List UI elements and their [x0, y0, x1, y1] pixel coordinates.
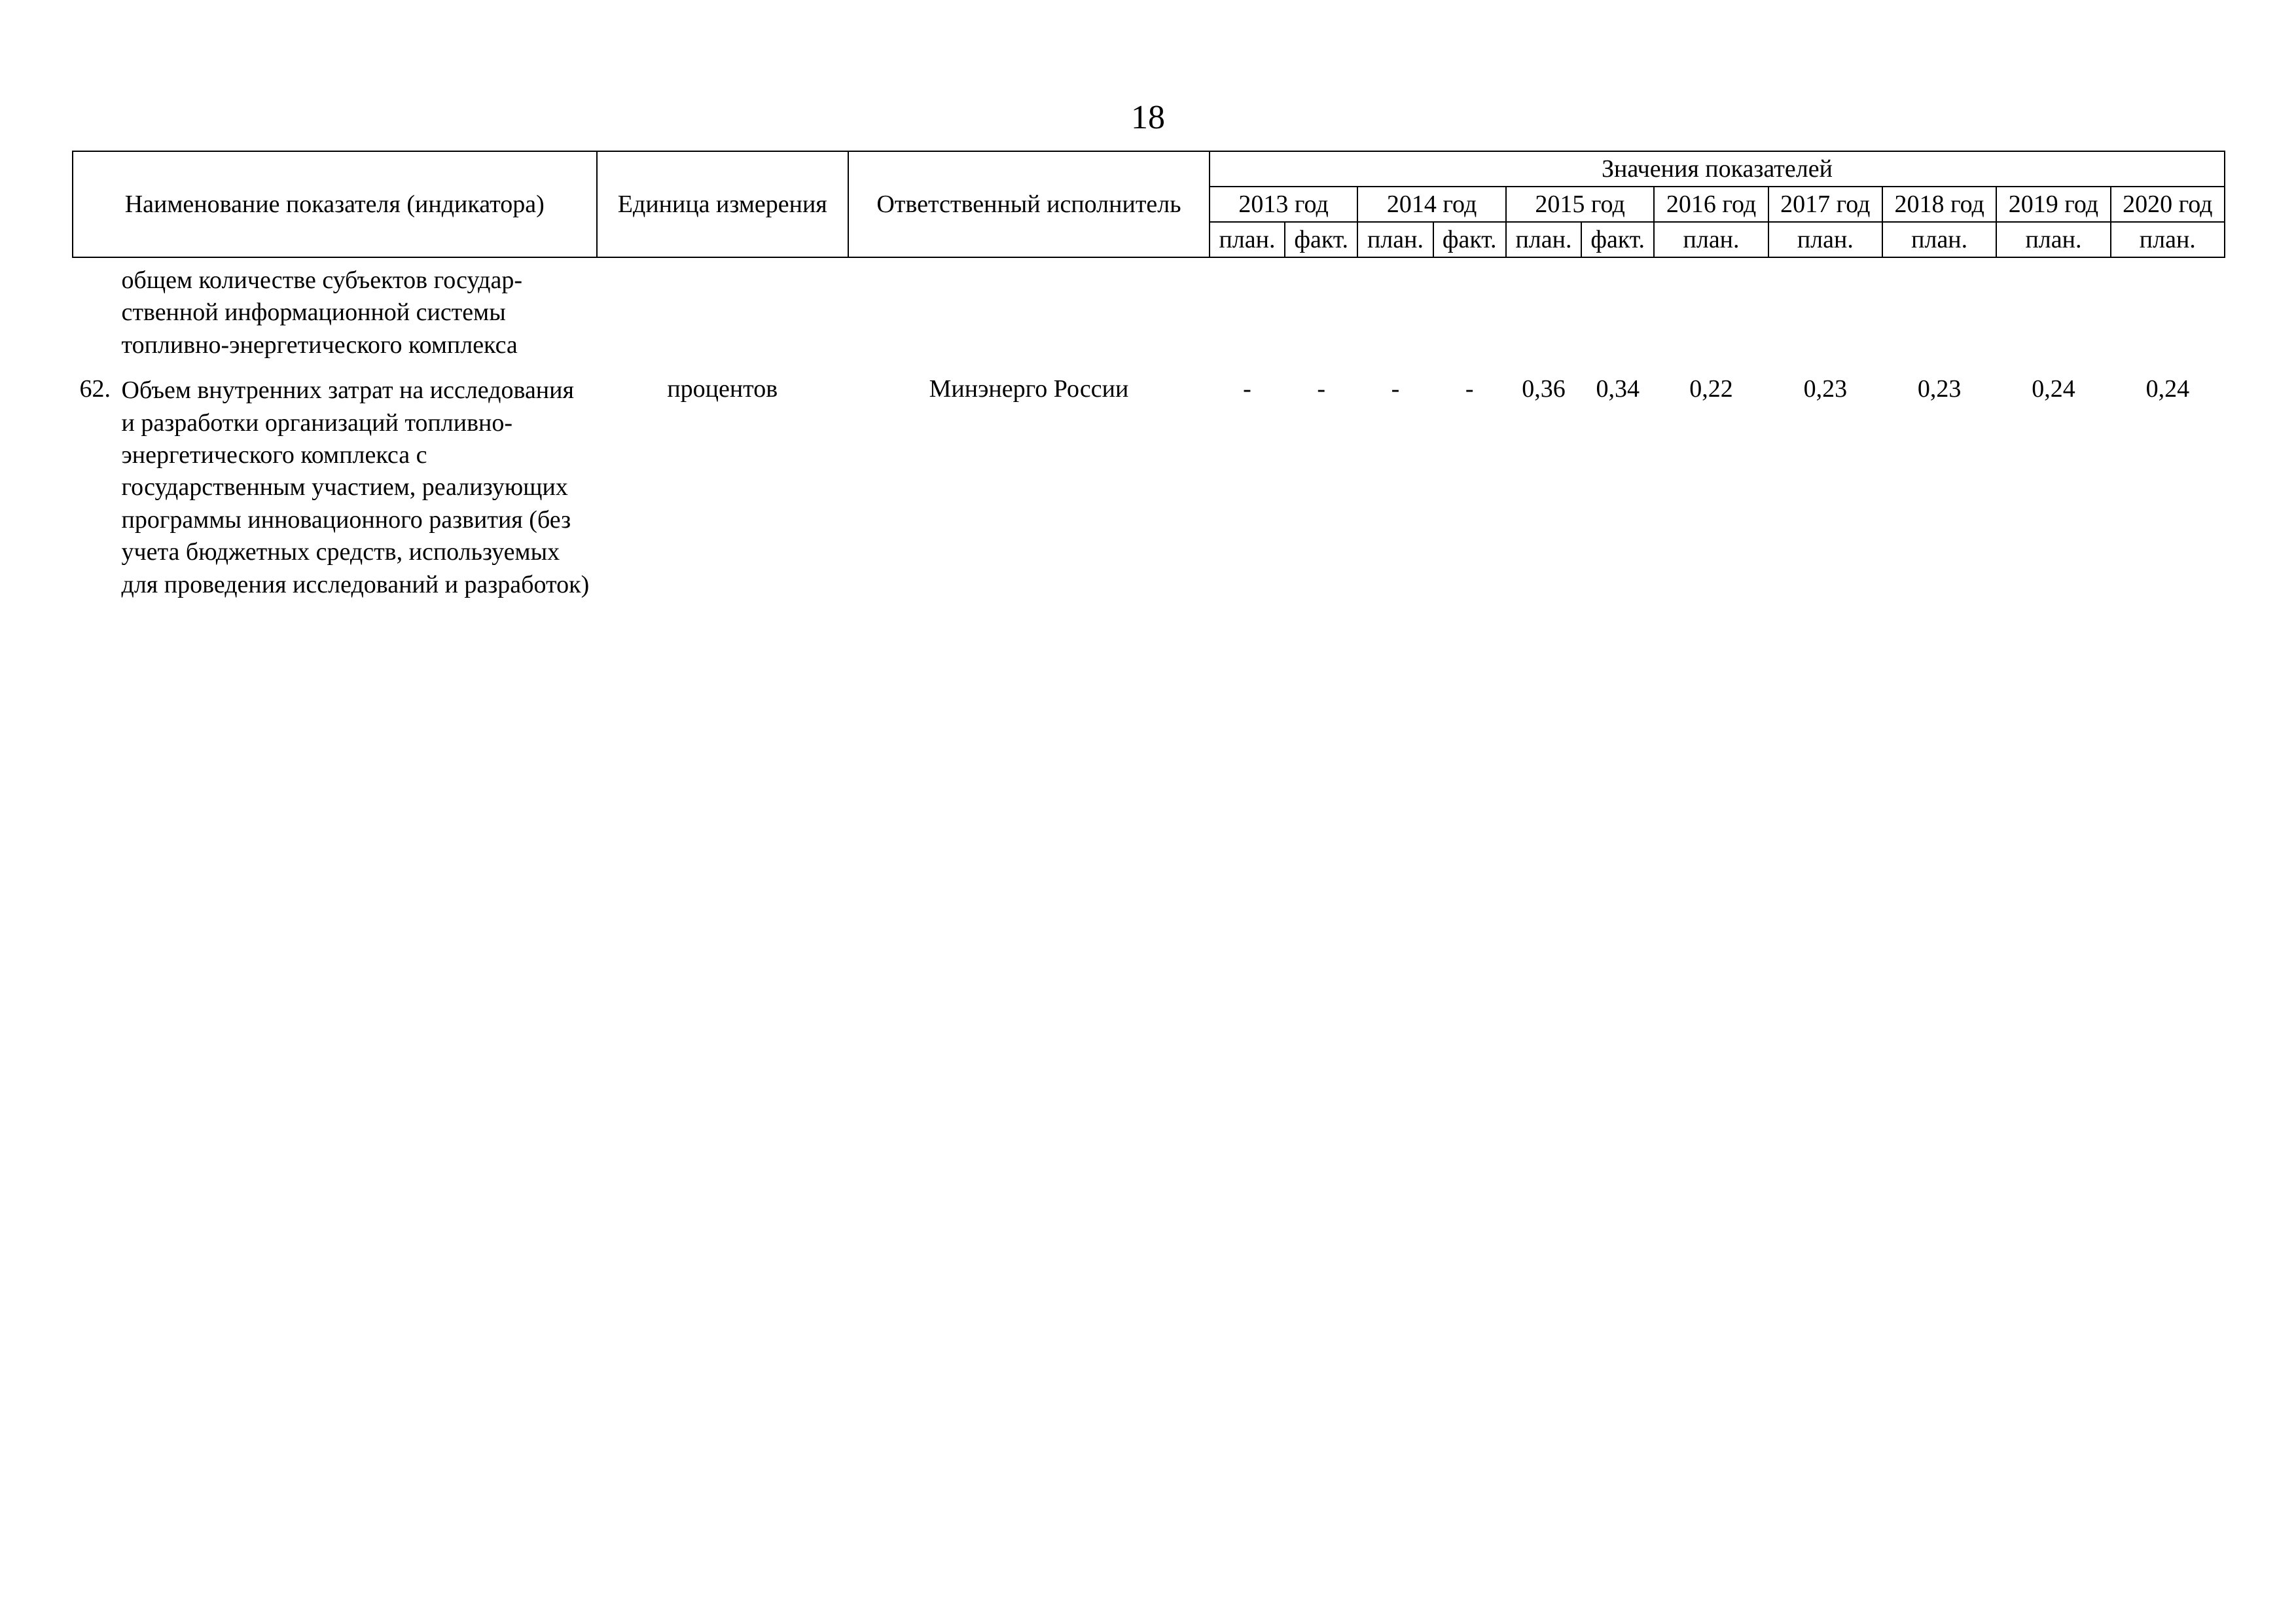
year: 2017 год — [1768, 187, 1882, 222]
sub: план. — [1996, 222, 2110, 257]
sub: план. — [1768, 222, 1882, 257]
sub: факт. — [1285, 222, 1357, 257]
val: 0,24 — [2032, 375, 2075, 403]
row-name: Объем внутренних затрат на исследования и разработки организаций топливно-энергетического комплекса с государственным участием, реализующих программы инновационного развития (без учета бюджетных средств, используемых для проведения исследований и разработок) — [121, 376, 590, 598]
indicators-table — [72, 151, 2225, 608]
col-unit: Единица измерения — [597, 151, 849, 257]
year: 2018 год — [1882, 187, 1996, 222]
sub: факт. — [1581, 222, 1654, 257]
val: - — [1317, 375, 1326, 403]
year: 2019 год — [1996, 187, 2110, 222]
sub: план. — [1654, 222, 1768, 257]
val: - — [1465, 375, 1474, 403]
val: 0,36 — [1522, 375, 1566, 403]
year: 2015 год — [1506, 187, 1655, 222]
val: 0,24 — [2145, 375, 2190, 403]
val: 0,34 — [1596, 375, 1640, 403]
cont-text: общем количестве субъектов государ-ственной информационной системы топливно-энергетического комплекса — [121, 266, 523, 359]
col-exec: Ответственный исполнитель — [848, 151, 1210, 257]
val: 0,23 — [1917, 375, 1962, 403]
year: 2014 год — [1357, 187, 1506, 222]
sub: план. — [2111, 222, 2225, 257]
val: - — [1243, 375, 1251, 403]
val: - — [1391, 375, 1400, 403]
sub: план. — [1882, 222, 1996, 257]
sub: факт. — [1433, 222, 1506, 257]
val: 0,22 — [1689, 375, 1733, 403]
sub: план. — [1210, 222, 1285, 257]
col-name: Наименование показателя (индикатора) — [73, 151, 597, 257]
year: 2016 год — [1654, 187, 1768, 222]
row-unit: процентов — [667, 375, 778, 403]
year: 2020 год — [2111, 187, 2225, 222]
sub: план. — [1357, 222, 1433, 257]
row-num: 62. — [79, 375, 111, 403]
col-values: Значения показателей — [1210, 151, 2225, 187]
sub: план. — [1506, 222, 1581, 257]
row-exec: Минэнерго России — [929, 375, 1129, 403]
page-number: 18 — [1131, 99, 1165, 136]
year: 2013 год — [1210, 187, 1358, 222]
val: 0,23 — [1803, 375, 1848, 403]
